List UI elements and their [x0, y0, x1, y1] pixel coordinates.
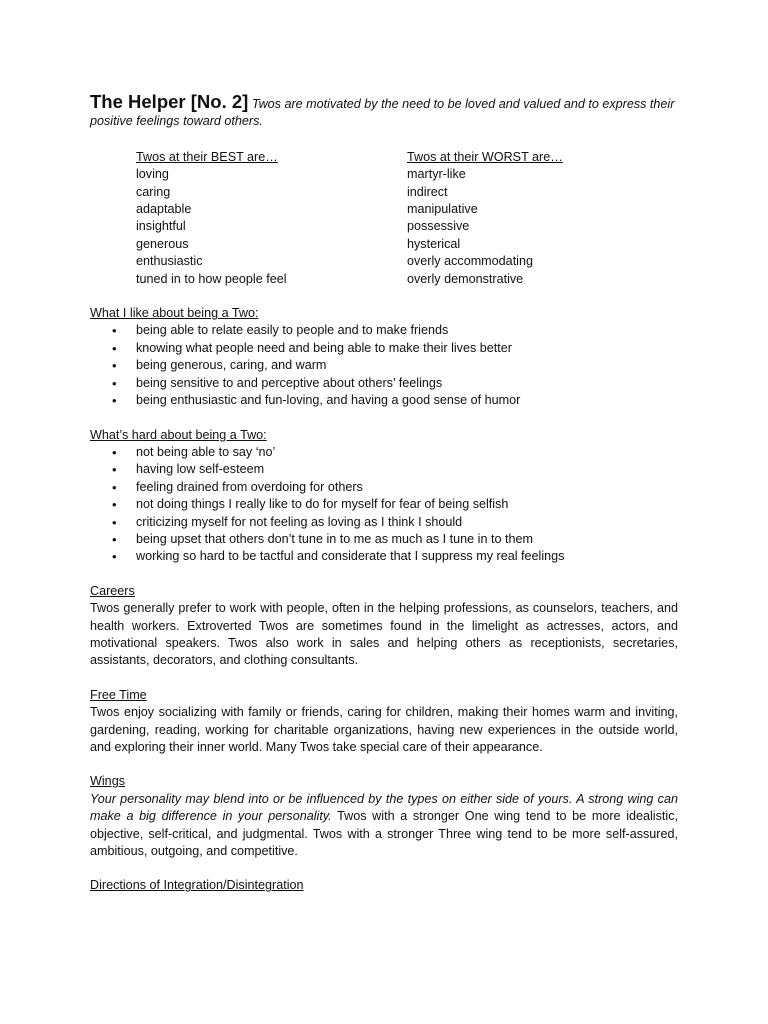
wings-paragraph: [90, 791, 678, 861]
best-item: generous: [136, 236, 189, 251]
worst-item: possessive: [407, 219, 470, 234]
intro-text: Twos are motivated by the need to be loved and valued and to express their positive feelings toward others.: [90, 97, 675, 129]
best-item: tuned in to how people feel: [136, 271, 287, 286]
list-item: • feeling drained from overdoing for others: [90, 479, 678, 496]
likes-list: [90, 322, 678, 409]
list-item: • having low self-esteem: [90, 461, 678, 478]
likes-heading: What I like about being a Two:: [90, 306, 259, 321]
best-column: [136, 149, 407, 288]
list-item: • not being able to say ‘no’: [90, 444, 678, 461]
worst-heading: Twos at their WORST are…: [407, 149, 563, 164]
list-item: • criticizing myself for not feeling as loving as I think I should: [90, 514, 678, 531]
list-item: • working so hard to be tactful and considerate that I suppress my real feelings: [90, 548, 678, 565]
careers-heading: Careers: [90, 583, 135, 598]
best-item: loving: [136, 167, 169, 182]
wings-heading: Wings: [90, 774, 125, 789]
list-item: • being enthusiastic and fun-loving, and having a good sense of humor: [90, 392, 678, 409]
list-item: • knowing what people need and being able to make their lives better: [90, 340, 678, 357]
worst-item: overly demonstrative: [407, 271, 524, 286]
free-time-section: [90, 687, 678, 757]
hard-heading: What’s hard about being a Two:: [90, 427, 267, 442]
list-item: • being upset that others don’t tune in to me as much as I tune in to them: [90, 531, 678, 548]
hard-list: [90, 444, 678, 566]
best-item: adaptable: [136, 202, 192, 217]
worst-item: martyr-like: [407, 167, 466, 182]
free-time-heading: Free Time: [90, 687, 147, 702]
likes-section: [90, 305, 678, 409]
document-page: [90, 93, 678, 912]
best-item: enthusiastic: [136, 254, 203, 269]
careers-section: [90, 583, 678, 670]
title-line: [90, 93, 678, 131]
free-time-text: Twos enjoy socializing with family or friends, caring for children, making their homes warm and inviting, gardening, reading, working for charitable organizations, having new experiences in the outside world, and exploring their inner world. Many Twos take special care of their appearance.: [90, 705, 678, 754]
list-item: • being sensitive to and perceptive about others’ feelings: [90, 375, 678, 392]
best-worst-columns: [136, 149, 678, 288]
worst-item: indirect: [407, 184, 448, 199]
page-title: The Helper [No. 2]: [90, 91, 249, 112]
wings-section: [90, 773, 678, 860]
worst-item: hysterical: [407, 236, 461, 251]
directions-section: [90, 877, 678, 894]
worst-item: manipulative: [407, 202, 478, 217]
best-heading: Twos at their BEST are…: [136, 149, 278, 164]
list-item: • being generous, caring, and warm: [90, 357, 678, 374]
list-item: • not doing things I really like to do for myself for fear of being selfish: [90, 496, 678, 513]
hard-section: [90, 427, 678, 566]
best-item: caring: [136, 184, 171, 199]
wings-italic-text: Your personality may blend into or be influenced by the types on either side of yours. A strong wing can make a big difference in your personality.: [90, 791, 678, 824]
worst-item: overly accommodating: [407, 254, 533, 269]
list-item: • being able to relate easily to people and to make friends: [90, 322, 678, 339]
wings-text: Twos with a stronger One wing tend to be more idealistic, objective, self-critical, and judgmental. Twos with a stronger Three wing tend to be more self-assured, ambitious, outgoing, and competitive.: [90, 809, 678, 859]
careers-text: Twos generally prefer to work with people, often in the helping professions, as counselors, teachers, and health workers. Extroverted Twos are sometimes found in the limelight as actresses, actors, and motivational speakers. Twos also work in sales and helping others as receptionists, secretaries, assistants, decorators, and clothing consultants.: [90, 601, 678, 668]
best-item: insightful: [136, 219, 186, 234]
worst-column: [407, 149, 678, 288]
directions-heading: Directions of Integration/Disintegration: [90, 878, 304, 893]
